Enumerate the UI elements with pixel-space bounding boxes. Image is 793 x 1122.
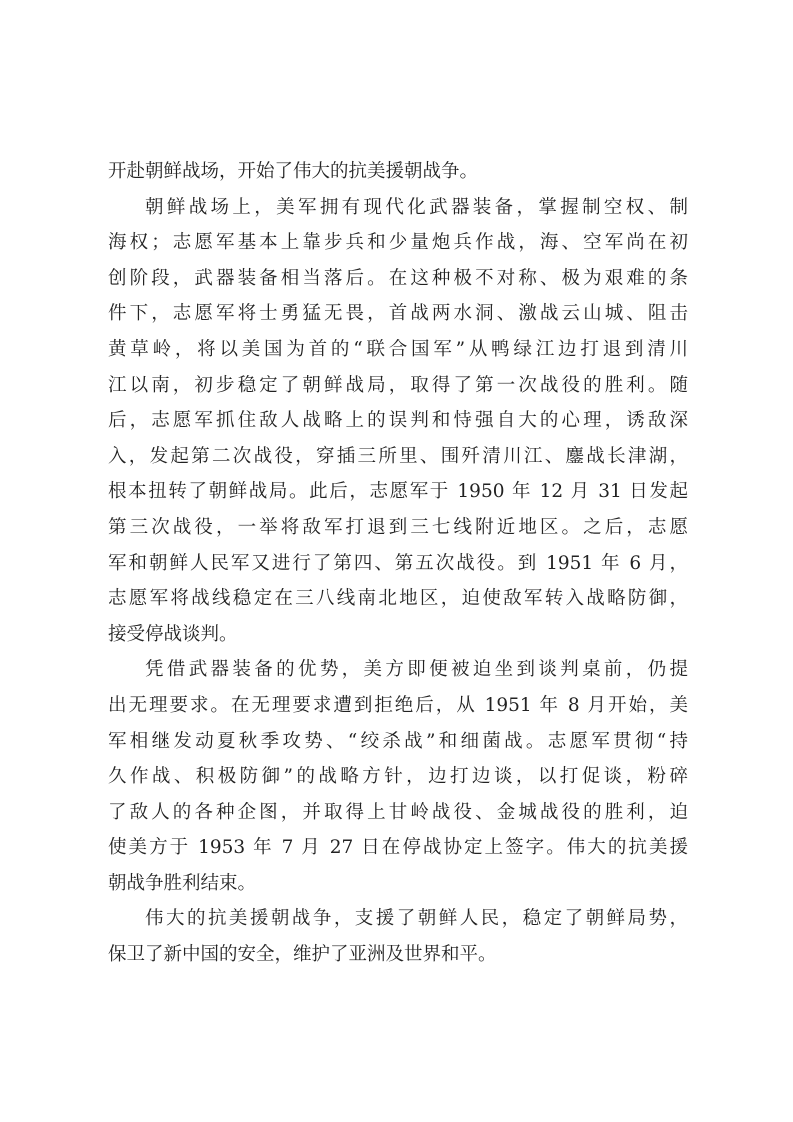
text-line: 久作战、积极防御”的战略方针，边打边谈，以打促谈，粉碎	[108, 766, 688, 788]
text-line: 军和朝鲜人民军又进行了第四、第五次战役。到 1951 年 6 月，	[108, 552, 688, 574]
text-line: 海权；志愿军基本上靠步兵和少量炮兵作战，海、空军尚在初	[108, 232, 688, 254]
text-line: 开赴朝鲜战场，开始了伟大的抗美援朝战争。	[108, 161, 479, 182]
text-line: 出无理要求。在无理要求遭到拒绝后，从 1951 年 8 月开始，美	[108, 694, 688, 716]
text-line: 黄草岭，将以美国为首的“联合国军”从鸭绿江边打退到清川	[108, 338, 688, 360]
text-line: 凭借武器装备的优势，美方即便被迫坐到谈判桌前，仍提	[145, 659, 688, 681]
paragraph-2	[108, 190, 688, 653]
text-line: 朝鲜战场上，美军拥有现代化武器装备，掌握制空权、制	[145, 196, 688, 218]
text-line: 件下，志愿军将士勇猛无畏，首战两水洞、激战云山城、阻击	[108, 303, 688, 325]
paragraph-1	[108, 154, 688, 190]
document-body	[108, 154, 688, 973]
text-line: 入，发起第二次战役，穿插三所里、围歼清川江、鏖战长津湖，	[108, 445, 688, 467]
text-line: 伟大的抗美援朝战争，支援了朝鲜人民，稳定了朝鲜局势，	[145, 908, 688, 930]
text-line: 了敌人的各种企图，并取得上甘岭战役、金城战役的胜利，迫	[108, 801, 688, 823]
text-line: 朝战争胜利结束。	[108, 872, 257, 894]
text-line: 志愿军将战线稳定在三八线南北地区，迫使敌军转入战略防御，	[108, 588, 688, 610]
text-line: 保卫了新中国的安全，维护了亚洲及世界和平。	[108, 944, 497, 966]
text-line: 后，志愿军抓住敌人战略上的误判和恃强自大的心理，诱敌深	[108, 410, 688, 432]
text-line: 第三次战役，一举将敌军打退到三七线附近地区。之后，志愿	[108, 516, 688, 538]
text-line: 江以南，初步稳定了朝鲜战局，取得了第一次战役的胜利。随	[108, 374, 688, 396]
text-line: 军相继发动夏秋季攻势、“绞杀战”和细菌战。志愿军贯彻“持	[108, 730, 688, 752]
paragraph-3	[108, 652, 688, 901]
text-line: 接受停战谈判。	[108, 623, 238, 645]
text-line: 根本扭转了朝鲜战局。此后，志愿军于 1950 年 12 月 31 日发起	[108, 481, 688, 503]
text-line: 使美方于 1953 年 7 月 27 日在停战协定上签字。伟大的抗美援	[108, 837, 688, 859]
paragraph-4	[108, 901, 688, 972]
text-line: 创阶段，武器装备相当落后。在这种极不对称、极为艰难的条	[108, 267, 688, 289]
